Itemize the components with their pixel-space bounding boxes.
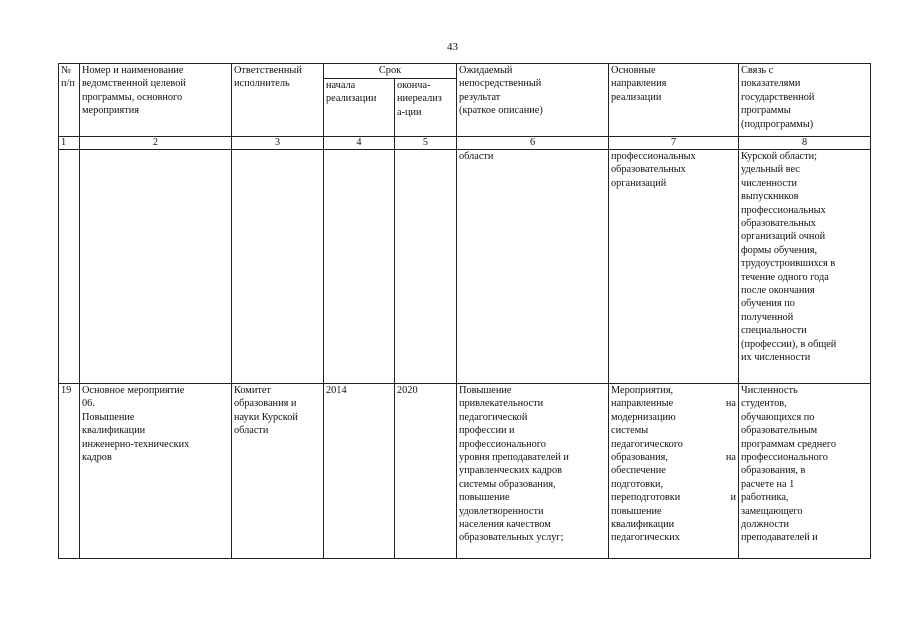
row-start: 2014	[324, 384, 395, 559]
header-executor: Ответственный исполнитель	[232, 64, 324, 137]
row-directions: профессиональных образовательных организаций	[609, 150, 739, 384]
directions-line	[611, 411, 736, 424]
table-row	[59, 384, 871, 559]
column-number: 5	[395, 137, 457, 150]
row-executor	[232, 150, 324, 384]
page-number: 43	[447, 41, 458, 53]
directions-line	[611, 531, 736, 544]
header-result: Ожидаемый непосредственный результат (краткое описание)	[457, 64, 609, 137]
directions-line	[611, 491, 736, 504]
header-start: начала реализации	[324, 79, 395, 137]
directions-word: обеспечение	[611, 465, 666, 477]
directions-line	[611, 424, 736, 437]
directions-word: направленные	[611, 398, 674, 410]
directions-word: педагогических	[611, 532, 680, 544]
column-number: 4	[324, 137, 395, 150]
row-result: Повышение привлекательности педагогической профессии и профессионального уровня преподавателей и управленческих кадров системы образования, повышение удовлетворенности населения качеством образовательных услуг;	[457, 384, 609, 559]
program-table	[58, 63, 871, 559]
row-end	[395, 150, 457, 384]
row-name	[80, 150, 232, 384]
row-indicators: Курской области; удельный вес численности выпускников профессиональных образовательных организаций очной формы обучения, трудоустроившихся в течение одного года после окончания обучения по полученной специальности (профессии), в общей их численности	[739, 150, 871, 384]
header-end: оконча- ниереализ а-ции	[395, 79, 457, 137]
directions-line	[611, 451, 736, 464]
directions-word: переподготовки	[611, 492, 681, 504]
header-term: Срок	[324, 64, 457, 79]
directions-line	[611, 464, 736, 477]
row-executor: Комитет образования и науки Курской области	[232, 384, 324, 559]
directions-line	[611, 384, 736, 397]
header-directions: Основные направления реализации	[609, 64, 739, 137]
directions-word: повышение	[611, 505, 662, 517]
column-number: 2	[80, 137, 232, 150]
directions-word: на	[725, 398, 737, 410]
column-number: 8	[739, 137, 871, 150]
directions-word: на	[725, 452, 737, 464]
row-num	[59, 150, 80, 384]
header-row-top	[59, 64, 871, 79]
row-start	[324, 150, 395, 384]
directions-line	[611, 518, 736, 531]
directions-line	[611, 438, 736, 451]
row-num: 19	[59, 384, 80, 559]
directions-word: и	[730, 492, 737, 504]
header-num: № п/п	[59, 64, 80, 137]
directions-word: системы	[611, 425, 649, 437]
row-end: 2020	[395, 384, 457, 559]
directions-word: подготовки,	[611, 478, 664, 490]
directions-word: модернизацию	[611, 411, 676, 423]
directions-word: Мероприятия,	[611, 385, 674, 396]
header-name: Номер и наименование ведомственной целевой программы, основного мероприятия	[80, 64, 232, 137]
table-row	[59, 150, 871, 384]
row-result: области	[457, 150, 609, 384]
directions-line	[611, 478, 736, 491]
directions-line	[611, 505, 736, 518]
row-name: Основное мероприятие 06. Повышение квалификации инженерно-технических кадров	[80, 384, 232, 559]
column-number: 7	[609, 137, 739, 150]
column-number-row	[59, 137, 871, 150]
header-indicators: Связь с показателями государственной программы (подпрограммы)	[739, 64, 871, 137]
column-number: 3	[232, 137, 324, 150]
directions-word: образования,	[611, 452, 668, 464]
column-number: 1	[59, 137, 80, 150]
row-directions	[609, 384, 739, 559]
directions-line	[611, 397, 736, 410]
column-number: 6	[457, 137, 609, 150]
row-indicators: Численность студентов, обучающихся по образовательным программам среднего профессионального образования, в расчете на 1 работника, замещающего должности преподавателей и	[739, 384, 871, 559]
directions-word: педагогического	[611, 438, 683, 450]
directions-word: квалификации	[611, 519, 675, 531]
